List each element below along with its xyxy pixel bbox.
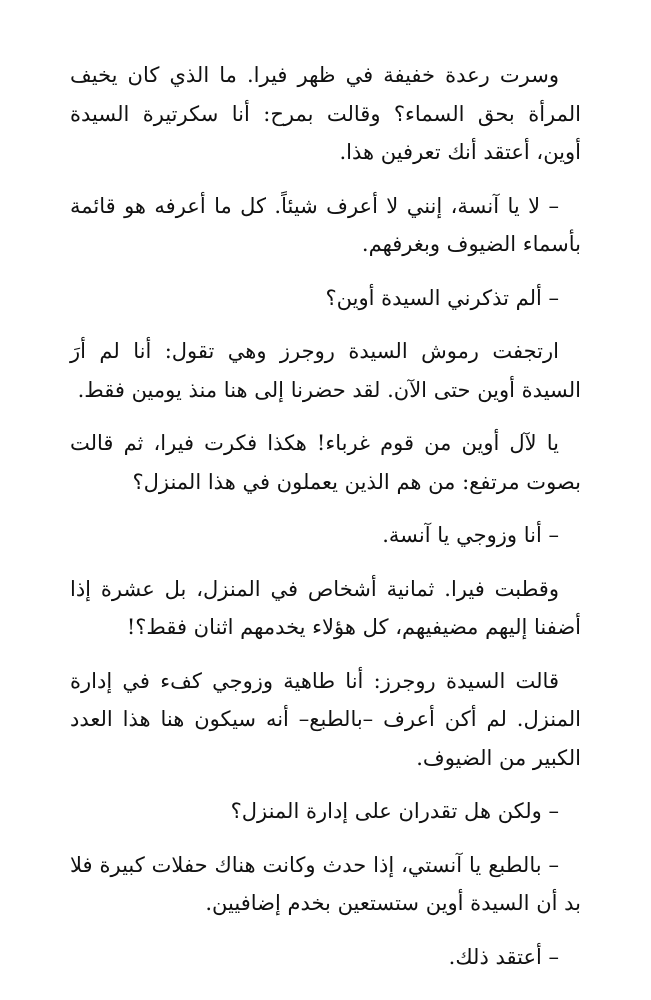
paragraph-5: يا لآل أوين من قوم غرباء! هكذا فكرت فيرا، ثم قالت بصوت مرتفع: من هم الذين يعملون في هذا المنزل؟ xyxy=(70,431,581,494)
paragraph-7: وقطبت فيرا. ثمانية أشخاص في المنزل، بل عشرة إذا أضفنا إليهم مضيفيهم، كل هؤلاء يخدمهم اثنان فقط؟! xyxy=(70,576,581,639)
paragraph-1: وسرت رعدة خفيفة في ظهر فيرا. ما الذي كان يخيف المرأة بحق السماء؟ وقالت بمرح: أنا سكرتيرة السيدة أوين، أعتقد أنك تعرفين هذا. xyxy=(70,63,581,164)
paragraph-9: – ولكن هل تقدران على إدارة المنزل؟ xyxy=(230,799,559,823)
paragraph-3: – ألم تذكرني السيدة أوين؟ xyxy=(325,285,559,310)
paragraph-10: – بالطبع يا آنستي، إذا حدث وكانت هناك حفلات كبيرة فلا بد أن السيدة أوين ستستعين بخدم إضافيين. xyxy=(70,852,581,915)
paragraph-8: قالت السيدة روجرز: أنا طاهية وزوجي كفء في إدارة المنزل. لم أكن أعرف –بالطبع– أنه سيكون هنا هذا العدد الكبير من الضيوف. xyxy=(70,668,581,770)
paragraph-2: – لا يا آنسة، إنني لا أعرف شيئاً. كل ما أعرفه هو قائمة بأسماء الضيوف وبغرفهم. xyxy=(70,193,581,256)
paragraph-6: – أنا وزوجي يا آنسة. xyxy=(382,523,559,547)
paragraph-4: ارتجفت رموش السيدة روجرز وهي تقول: أنا لم أرَ السيدة أوين حتى الآن. لقد حضرنا إلى هنا منذ يومين فقط. xyxy=(70,339,581,402)
paragraph-11: – أعتقد ذلك. xyxy=(448,944,559,969)
